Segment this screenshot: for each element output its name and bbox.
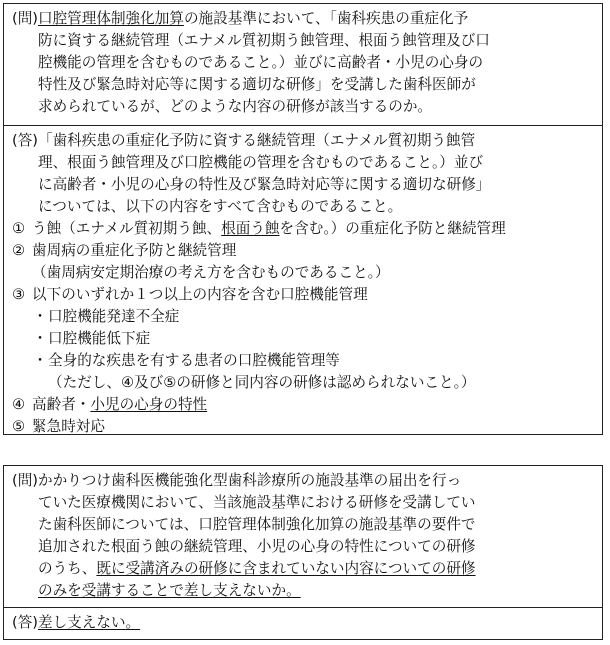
text-run: 防に資する継続管理（エナメル質初期う蝕管理、根面う蝕管理及び口 (37, 32, 490, 49)
text-line (38, 30, 596, 52)
question-tag: (問) (12, 472, 38, 489)
text-run: 歯周病の重症化予防と継続管理 (32, 242, 237, 259)
text-line: については、以下の内容をすべて含むものであること。 (37, 198, 403, 215)
bullet-item (12, 306, 596, 328)
item-text (32, 240, 236, 262)
underlined-text: 口腔管理体制強化加算 (37, 10, 184, 27)
text-run: 以下のいずれか１つ以上の内容を含む口腔機能管理 (32, 286, 368, 303)
text-line (38, 492, 596, 514)
item-text (32, 416, 105, 438)
item-number: ③ (12, 286, 26, 303)
text-run: かかりつけ歯科医機能強化型歯科診療所の施設基準の届出を行っ (37, 472, 462, 489)
item-number: ① (12, 220, 26, 237)
question-tag: (問) (12, 10, 38, 27)
bullet-text: 口腔機能低下症 (48, 330, 151, 347)
answer-text (38, 612, 596, 634)
text-line (38, 558, 596, 580)
answer-item-list (12, 218, 596, 438)
text-run: 特性及び緊急時対応等に関する適切な研修」を受講した歯科医師が (37, 76, 476, 93)
bullet-text: 全身的な疾患を有する患者の口腔機能管理等 (48, 352, 340, 369)
item-number: ⑤ (12, 418, 26, 435)
text-run: 緊急時対応 (32, 418, 105, 435)
answer-tag: (答) (12, 614, 38, 631)
text-line (38, 96, 596, 118)
bullet-note: （ただし、④及び⑤の研修と同内容の研修は認められないこと。） (48, 374, 476, 391)
text-run: ていた医療機関において、当該施設基準における研修を受講してい (37, 494, 476, 511)
question-section-2 (4, 466, 602, 607)
numbered-item (12, 218, 596, 240)
numbered-item (12, 416, 596, 438)
bullet-item (12, 350, 596, 372)
text-run: 求められているが、どのような内容の研修が該当するのか。 (37, 98, 433, 115)
text-line (38, 74, 596, 96)
answer-section-2 (4, 607, 602, 639)
text-run: う蝕（エナメル質初期う蝕、 (32, 220, 222, 237)
question-text (38, 470, 596, 602)
item-text (32, 218, 506, 240)
item-text (32, 394, 207, 416)
underlined-text: 小児の心身の特性 (90, 396, 208, 413)
text-line (38, 536, 596, 558)
text-run: 高齢者・ (32, 396, 91, 413)
underlined-text: 根面う蝕 (221, 220, 280, 237)
text-run: 腔機能の管理を含むものであること。）並びに高齢者・小児の心身の (37, 54, 484, 71)
bullet-dot: ・ (32, 330, 48, 347)
text-line: 「歯科疾患の重症化予防に資する継続管理（エナメル質初期う蝕管 (37, 132, 476, 149)
text-run: の施設基準において、「歯科疾患の重症化予 (183, 10, 469, 27)
bullet-text: 口腔機能発達不全症 (48, 308, 180, 325)
item-number: ④ (12, 396, 26, 413)
numbered-item (12, 394, 596, 416)
question-text (38, 8, 596, 118)
qa-box-1 (3, 3, 603, 435)
underlined-text: 既に受講済みの研修に含まれていない内容についての研修 (96, 560, 476, 577)
text-line: 理、根面う蝕管理及び口腔機能の管理を含むものであること。）並び (37, 154, 484, 171)
text-line (38, 52, 596, 74)
bullet-item (12, 328, 596, 350)
question-section-1 (4, 4, 602, 125)
answer-text (38, 130, 596, 218)
answer-section-1 (4, 125, 602, 434)
text-run: た歯科医師については、口腔管理体制強化加算の施設基準の要件で (37, 516, 476, 533)
numbered-item (12, 284, 596, 306)
item-note: （歯周病安定期治療の考え方を含むものであること。） (32, 264, 390, 281)
text-line (38, 514, 596, 536)
item-number: ② (12, 242, 26, 259)
text-run: を含む。）の重症化予防と継続管理 (279, 220, 506, 237)
text-line (38, 580, 596, 602)
text-line (38, 470, 596, 492)
text-line: に高齢者・小児の心身の特性及び緊急時対応等に関する適切な研修」 (37, 176, 491, 193)
bullet-dot: ・ (32, 308, 48, 325)
underlined-text: 差し支えない。 (37, 614, 141, 631)
qa-box-2 (3, 465, 603, 640)
text-run: のうち、 (37, 560, 97, 577)
answer-tag: (答) (12, 132, 38, 149)
item-text (32, 284, 368, 306)
text-run: 追加された根面う蝕の継続管理、小児の心身の特性についての研修 (37, 538, 476, 555)
underlined-text: のみを受講することで差し支えないか。 (37, 582, 301, 599)
bullet-dot: ・ (32, 352, 48, 369)
text-line (38, 8, 596, 30)
numbered-item (12, 240, 596, 262)
